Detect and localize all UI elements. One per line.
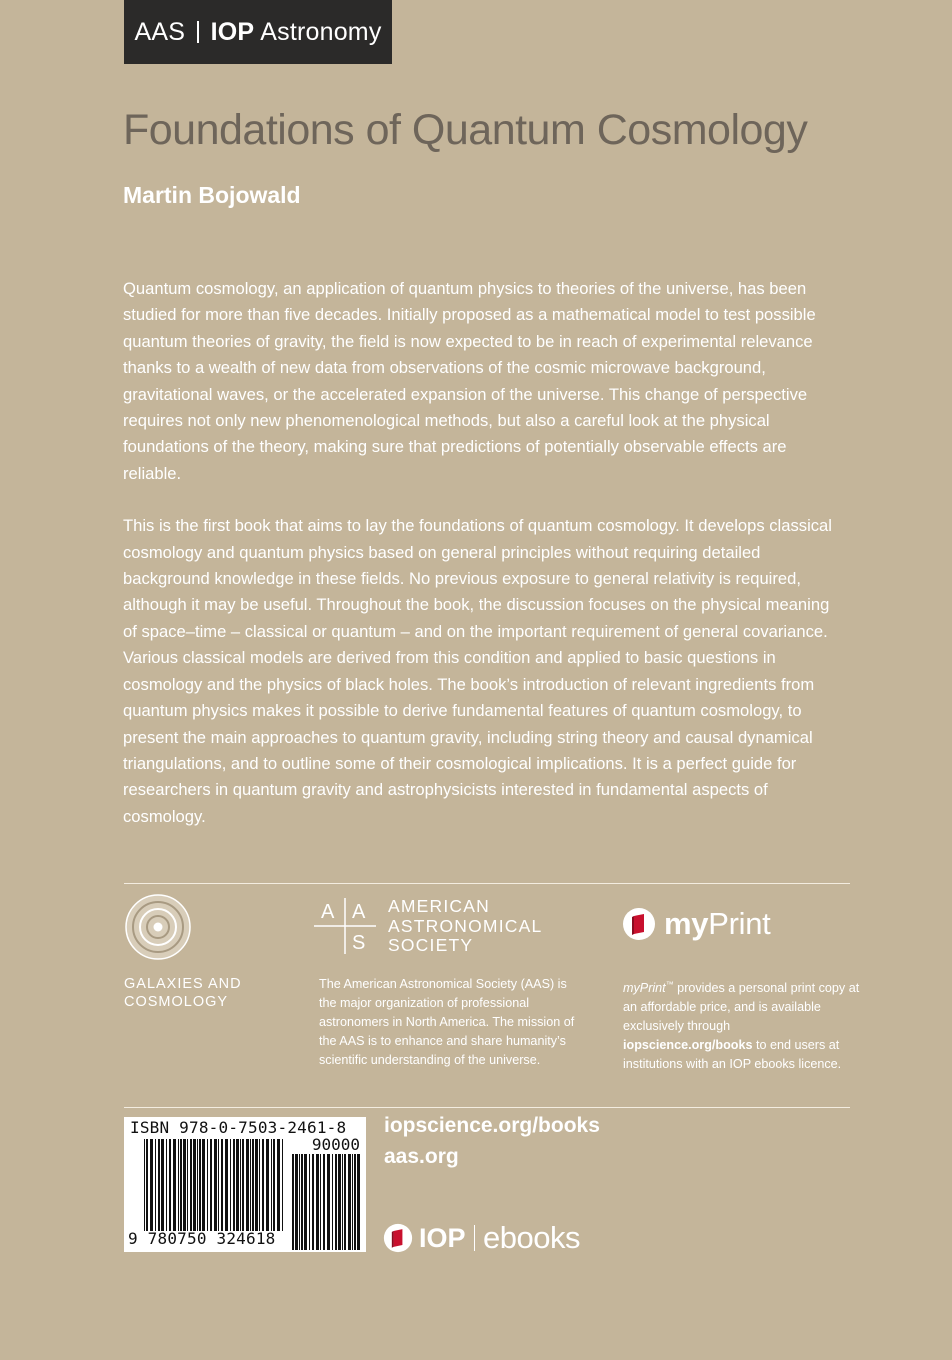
aas-logo-icon (312, 896, 378, 956)
myprint-tm: ™ (665, 980, 674, 989)
barcode-bar (199, 1139, 201, 1231)
myprint-book-icon (622, 907, 656, 941)
barcode-bar (233, 1139, 235, 1231)
iop-logo-divider (474, 1225, 476, 1251)
barcode-bar (202, 1139, 205, 1231)
barcode-addon-digits: 90000 (311, 1135, 360, 1154)
myprint-desc-part1: provides a personal print copy at an affordable price, and is available exclusively through (623, 981, 860, 1034)
barcode-bar (218, 1139, 219, 1231)
myprint-desc-part2: to end users at institutions with an IOP ebooks licence. (623, 1038, 842, 1072)
barcode-bar (250, 1139, 251, 1231)
aas-name (388, 897, 588, 956)
aas-description: The American Astronomical Society (AAS) is the major organization of professional astronomers in North America. The mission of the AAS is to enhance and share humanity’s scientific understanding of the universe. (319, 977, 575, 1067)
barcode-bar (271, 1139, 272, 1231)
barcode-bar (173, 1139, 176, 1231)
isbn-label: ISBN 978-0-7503-2461-8 (130, 1118, 347, 1137)
barcode-bar (187, 1139, 188, 1231)
myprint-desc-link: iopscience.org/books (623, 1038, 753, 1053)
barcode-bar (150, 1139, 153, 1231)
barcode-bar (277, 1139, 280, 1231)
barcode-bar (207, 1139, 208, 1231)
ebooks-wordmark: ebooks (483, 1220, 580, 1255)
barcode-bars-addon (292, 1154, 360, 1250)
publisher-astronomy: Astronomy (260, 17, 382, 46)
barcode-bar (221, 1139, 223, 1231)
ean-digits: 9 780750 324618 (128, 1229, 276, 1248)
barcode-bar (357, 1154, 360, 1250)
aas-name-line3: SOCIETY (388, 935, 474, 955)
barcode-bar (299, 1154, 300, 1250)
series-name-line1: GALAXIES AND (124, 976, 242, 992)
barcode-bar (327, 1154, 330, 1250)
barcode-bar (214, 1139, 217, 1231)
barcode-bar (352, 1154, 353, 1250)
publisher-aas: AAS (134, 17, 186, 46)
iop-ebooks-logo (383, 1220, 580, 1256)
barcode-bar (348, 1154, 351, 1250)
barcode-bar (166, 1139, 167, 1231)
barcode-bar (323, 1154, 325, 1250)
book-author: Martin Bojowald (123, 182, 301, 208)
divider-bottom (124, 1107, 850, 1108)
barcode-bar (183, 1139, 186, 1231)
aas-name-line2: ASTRONOMICAL (388, 915, 543, 936)
barcode-bar (354, 1154, 356, 1250)
aas-logo-letter-2: A (352, 901, 366, 923)
myprint-wordmark-bold: my (664, 906, 709, 941)
divider-top (124, 883, 850, 884)
barcode-bar (197, 1139, 198, 1231)
barcode-bar (304, 1154, 307, 1250)
myprint-description (623, 975, 863, 1074)
aas-link[interactable]: aas.org (384, 1145, 459, 1168)
barcode-bar (161, 1139, 164, 1231)
barcode-bar (169, 1139, 171, 1231)
barcode-bar (180, 1139, 182, 1231)
publisher-iop: IOP (210, 17, 255, 46)
series-name-line2: COSMOLOGY (124, 994, 229, 1010)
isbn-barcode (124, 1117, 366, 1252)
barcode-bar (236, 1139, 239, 1231)
myprint-wordmark (664, 906, 770, 942)
barcode-bar (252, 1139, 254, 1231)
barcode-bar (190, 1139, 192, 1231)
abstract-paragraph-2: This is the first book that aims to lay the foundations of quantum cosmology. It develops classical cosmology and quantum physics based on general principles without requiring detailed background knowledge in these fields. No previous exposure to general relativity is required, although it may be useful. Throughout the book, the discussion focuses on the physical meaning of space–time – classical or quantum – and on the important requirement of general covariance. Various classical models are derived from this condition and applied to basic questions in cosmology and the physics of black holes. The book’s introduction of relevant ingredients from quantum physics makes it possible to derive fundamental features of quantum cosmology, to present the main approaches to quantum gravity, including string theory and causal dynamical triangulations, and to outline some of their cosmological implications. It is a perfect guide for researchers in quantum gravity and astrophysicists interested in fundamental aspects of cosmology. (123, 516, 832, 826)
series-name (124, 975, 284, 1011)
barcode-bar (282, 1139, 283, 1231)
barcode-bar (262, 1139, 264, 1231)
barcode-bar (316, 1154, 319, 1250)
barcode-bar (242, 1139, 244, 1231)
barcode-bar (210, 1139, 212, 1231)
barcode-bar (144, 1139, 145, 1231)
book-abstract (123, 276, 835, 856)
barcode-bar (155, 1139, 156, 1231)
book-title: Foundations of Quantum Cosmology (123, 106, 808, 154)
barcode-bar (266, 1139, 269, 1231)
barcode-bar (312, 1154, 314, 1250)
barcode-bar (344, 1154, 346, 1250)
barcode-bar (332, 1154, 333, 1250)
galaxy-icon (124, 893, 192, 961)
barcode-bar (158, 1139, 160, 1231)
abstract-paragraph-1: Quantum cosmology, an application of quantum physics to theories of the universe, has been studied for more than five decades. Initially proposed as a mathematical model to test possible quantum theories of gravity, the field is now expected to be in reach of experimental relevance thanks to a wealth of new data from observations of the cosmic microwave background, gravitational waves, or the accelerated expansion of the universe. This change of perspective requires not only new phenomenological methods, but also a careful look at the physical foundations of the theory, making sure that predictions of potentially observable effects are reliable. (123, 279, 816, 483)
barcode-bar (225, 1139, 228, 1231)
barcode-bar (240, 1139, 241, 1231)
barcode-bar (146, 1139, 148, 1231)
barcode-bar (230, 1139, 231, 1231)
iop-wordmark: IOP (419, 1222, 466, 1253)
barcode-bar (295, 1154, 298, 1250)
myprint-wordmark-regular: Print (708, 906, 771, 941)
iop-book-icon (383, 1223, 413, 1253)
barcode-bar (342, 1154, 343, 1250)
barcode-bar (246, 1139, 249, 1231)
barcode-bar (292, 1154, 294, 1250)
myprint-brand: myPrint (623, 981, 666, 996)
aas-name-line1: AMERICAN (388, 896, 490, 916)
barcode-bar (320, 1154, 321, 1250)
publisher-banner (124, 0, 392, 64)
barcode-bar (338, 1154, 341, 1250)
barcode-bar (255, 1139, 258, 1231)
barcode-bar (273, 1139, 275, 1231)
iopscience-link[interactable]: iopscience.org/books (384, 1114, 600, 1137)
barcode-bars-main (144, 1139, 284, 1231)
barcode-bar (335, 1154, 337, 1250)
barcode-bar (301, 1154, 303, 1250)
aas-logo-letter-3: S (352, 932, 366, 954)
barcode-bar (193, 1139, 196, 1231)
barcode-bar (309, 1154, 310, 1250)
publisher-divider (197, 21, 199, 43)
myprint-logo (622, 906, 770, 942)
aas-logo-letter-1: A (321, 901, 335, 923)
barcode-bar (259, 1139, 260, 1231)
barcode-bar (178, 1139, 179, 1231)
